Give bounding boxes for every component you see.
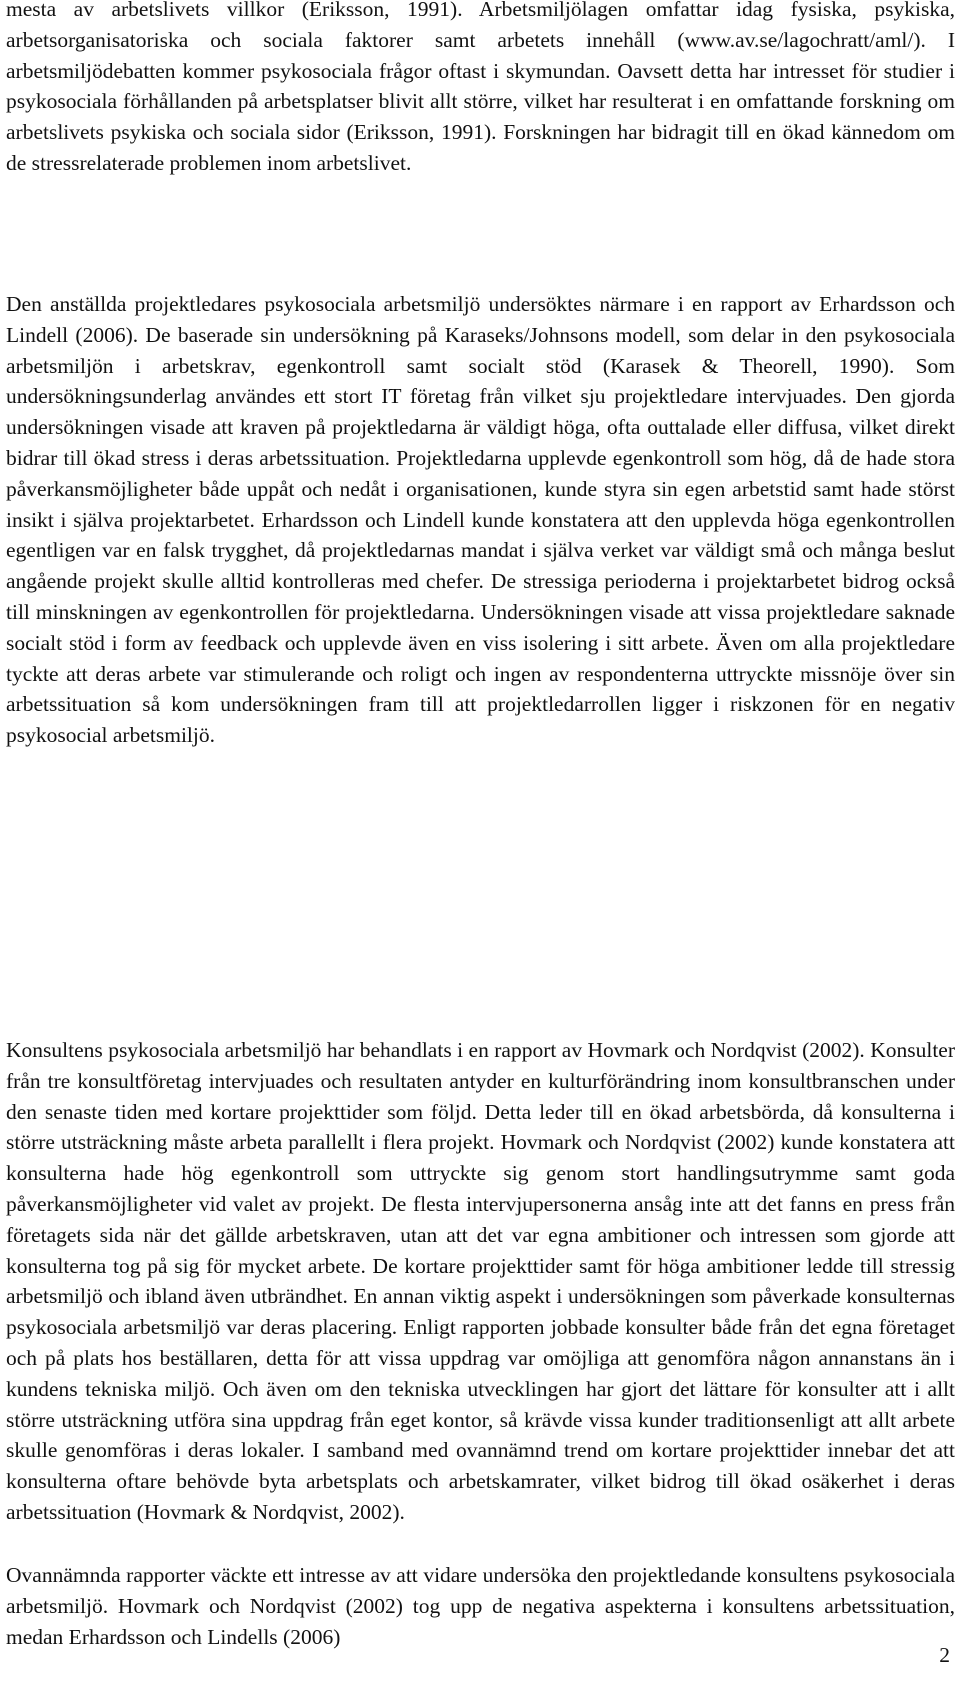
page-number: 2	[939, 1643, 950, 1667]
paragraph-3: Konsultens psykosociala arbetsmiljö har behandlats i en rapport av Hovmark och Nordqvist (2002). Konsulter från tre konsultföretag intervjuades och resultaten antyder en kulturförändring inom konsultbranschen under den senaste tiden med kortare projekttider som följd. Detta leder till en ökad arbetsbörda, då konsulterna i större utsträckning måste arbeta parallellt i flera projekt. Hovmark och Nordqvist (2002) kunde konstatera att konsulterna hade hög egenkontroll som uttryckte sig genom stort handlingsutrymme samt goda påverkansmöjligheter vid valet av projekt. De flesta intervjupersonerna ansåg inte att det fanns en press från företagets sida när det gällde arbetskraven, utan att det var egna ambitioner och intressen som gjorde att konsulterna tog på sig för mycket arbete. De kortare projekttider samt för höga ambitioner ledde till stressig arbetsmiljö och ibland även utbrändhet. En annan viktig aspekt i undersökningen som påverkade konsulternas psykosociala arbetsmiljö var deras placering. Enligt rapporten jobbade konsulter både från det egna företaget och på plats hos beställaren, detta för att vissa uppdrag var omöjliga att genomföra någon annanstans än i kundens tekniska miljö. Och även om den tekniska utvecklingen har gjort det lättare för konsulter att i allt större utsträckning utföra sina uppdrag från eget kontor, så krävde vissa kunder traditionsenligt att allt arbete skulle genomföras i deras lokaler. I samband med ovannämnd trend om kortare projekttider innebar det att konsulterna oftare behövde byta arbetsplats och arbetskamrater, vilket bidrog till ökad osäkerhet i deras arbetssituation (Hovmark & Nordqvist, 2002).	[6, 1038, 955, 1524]
paragraph-2: Den anställda projektledares psykosociala arbetsmiljö undersöktes närmare i en rapport av Erhardsson och Lindell (2006). De baserade sin undersökning på Karaseks/Johnsons modell, som delar in den psykosociala arbetsmiljön i arbetskrav, egenkontroll samt socialt stöd (Karasek & Theorell, 1990). Som undersökningsunderlag användes ett stort IT företag från vilket sju projektledare intervjuades. Den gjorda undersökningen visade att kraven på projektledarna är väldigt höga, ofta outtalade eller diffusa, vilket direkt bidrar till ökad stress i deras arbetssituation. Projektledarna upplevde egenkontroll som hög, då de hade stora påverkansmöjligheter både uppåt och nedåt i organisationen, kunde styra sin egen arbetstid samt hade störst insikt i själva projektarbetet. Erhardsson och Lindell kunde konstatera att den upplevda höga egenkontrollen egentligen var en falsk trygghet, då projektledarnas mandat i själva verket var väldigt små och många beslut angående projekt skulle alltid kontrolleras med chefer. De stressiga perioderna i projektarbetet bidrog också till minskningen av egenkontrollen för projektledarna. Undersökningen visade att vissa projektledare saknade socialt stöd i form av feedback och upplevde även en viss isolering i sitt arbete. Även om alla projektledare tyckte att deras arbete var stimulerande och roligt och ingen av respondenterna uttryckte missnöje över sin arbetssituation så kom undersökningen fram till att projektledarrollen ligger i riskzonen för en negativ psykosocial arbetsmiljö.	[6, 292, 955, 748]
paragraph-4: Ovannämnda rapporter väckte ett intresse av att vidare undersöka den projektledande konsultens psykosociala arbetsmiljö. Hovmark och Nordqvist (2002) tog upp de negativa aspekterna i konsultens arbetssituation, medan Erhardsson och Lindells (2006)	[6, 1563, 955, 1649]
paragraph-1: mesta av arbetslivets villkor (Eriksson, 1991). Arbetsmiljölagen omfattar idag fysiska, psykiska, arbetsorganisatoriska och sociala faktorer samt arbetets innehåll (www.av.se/lagochratt/aml/). I arbetsmiljödebatten kommer psykosociala frågor oftast i skymundan. Oavsett detta har intresset för studier i psykosociala förhållanden på arbetsplatser blivit allt större, vilket har resulterat i en omfattande forskning om arbetslivets psykiska och sociala sidor (Eriksson, 1991). Forskningen har bidragit till en ökad kännedom om de stressrelaterade problemen inom arbetslivet.	[6, 0, 955, 175]
